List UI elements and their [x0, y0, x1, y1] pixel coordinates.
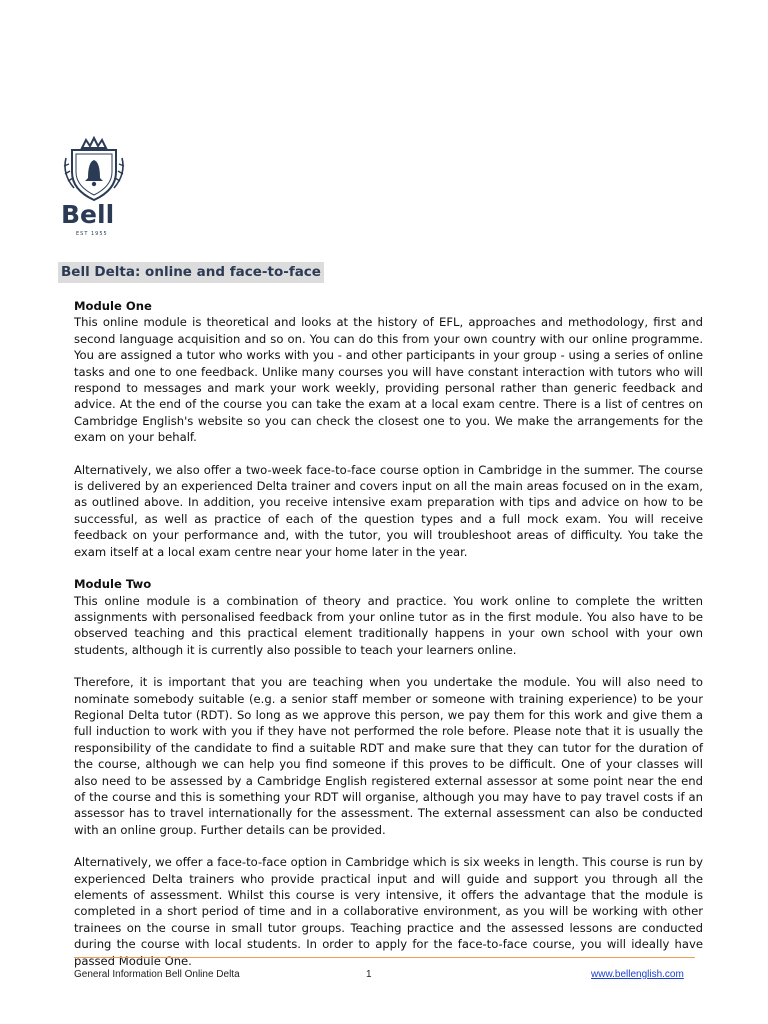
module-two-heading: Module Two: [74, 577, 152, 592]
page-number: 1: [366, 969, 372, 980]
logo-established: EST 1955: [76, 231, 108, 237]
module-one-heading: Module One: [74, 299, 152, 313]
website-link[interactable]: www.bellenglish.com: [591, 969, 684, 980]
document-title: Bell Delta: online and face-to-face: [58, 262, 324, 283]
module-two-section: [74, 576, 703, 969]
footer-text: General Information Bell Online Delta: [74, 969, 240, 980]
document-body: [74, 298, 703, 985]
module-one-section: [74, 298, 703, 560]
module-one-paragraph-2: Alternatively, we also offer a two-week face-to-face course option in Cambridge in the summer. The course is delivered by an experienced Delta trainer and covers input on all the main areas focused on in the exam, as outlined above. In addition, you receive intensive exam preparation with tips and advice on how to be successful, as well as practice of each of the question types and a full mock exam. You will receive feedback on your performance and, with the tutor, you will troubleshoot areas of difficulty. You take the exam itself at a local exam centre near your home later in the year.: [74, 462, 703, 559]
bell-crest-icon: [58, 134, 130, 206]
module-one-paragraph-1: This online module is theoretical and looks at the history of EFL, approaches and methodology, first and second language acquisition and so on. You can do this from your own country with our online programme. You are assigned a tutor who works with you - and other participants in your group - using a series of online tasks and one to one feedback. Unlike many courses you will have constant interaction with tutors who will respond to messages and mark your work weekly, providing personal rather than generic feedback and advice. At the end of the course you can take the exam at a local exam centre. There is a list of centres on Cambridge English's website so you can check the closest one to you. We make the arrangements for the exam on your behalf.: [74, 315, 703, 445]
logo-wordmark: Bell: [61, 200, 115, 229]
footer-divider: [74, 957, 695, 958]
module-two-paragraph-3: Alternatively, we offer a face-to-face option in Cambridge which is six weeks in length. This course is run by experienced Delta trainers who provide practical input and will guide and support you through all the elements of assessment. Whilst this course is very intensive, it offers the advantage that the module is completed in a short period of time and in a collaborative environment, as you will be working with other trainees on the course in small tutor groups. Teaching practice and the assessed lessons are conducted during the course with local students. In order to apply for the face-to-face course, you will ideally have passed Module One.: [74, 855, 703, 968]
module-two-paragraph-1: This online module is a combination of theory and practice. You work online to complete the written assignments with personalised feedback from your online tutor as in the first module. You also have to be observed teaching and this practical element traditionally happens in your own school with your own students, although it is currently also possible to teach your learners online.: [74, 593, 703, 657]
module-two-paragraph-2: Therefore, it is important that you are teaching when you undertake the module. You will also need to nominate somebody suitable (e.g. a senior staff member or someone with training experience) to be your Regional Delta tutor (RDT). So long as we approve this person, we pay them for this work and give them a full induction to work with you if they have not performed the role before. Please note that it is usually the responsibility of the candidate to find a suitable RDT and make sure that they can tutor for the duration of the course, although we can help you find someone if this proves to be difficult. One of your classes will also need to be assessed by a Cambridge English registered external assessor at some point near the end of the course and this is something your RDT will organise, although you may have to pay travel costs if an assessor has to travel internationally for the assessment. The external assessment can also be conducted with an online group. Further details can be provided.: [74, 675, 703, 837]
bell-logo: [58, 134, 130, 242]
